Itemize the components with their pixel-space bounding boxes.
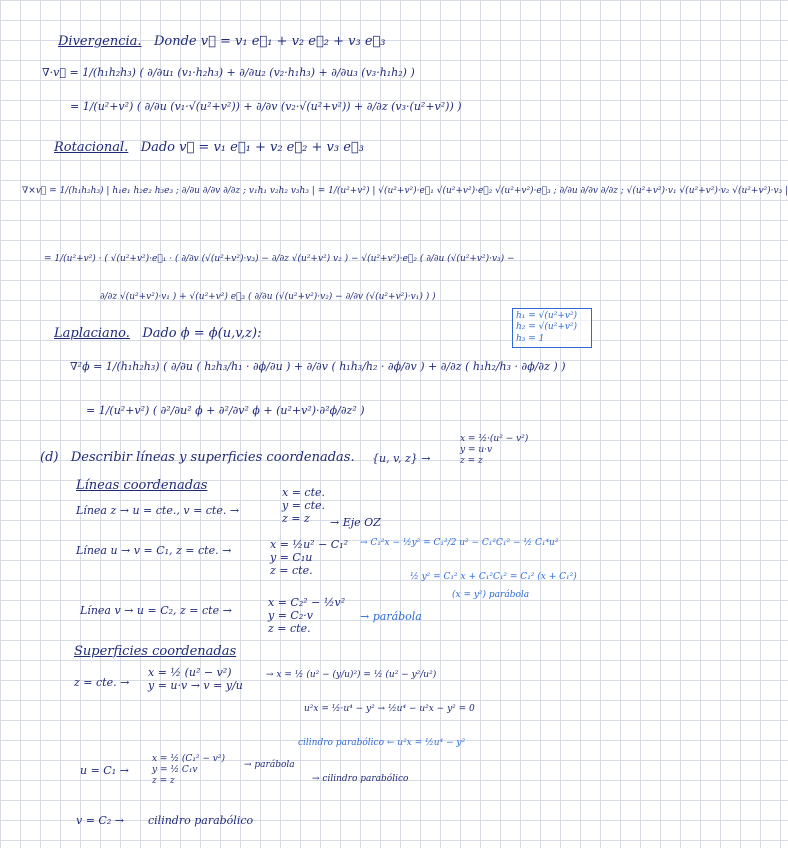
linea-v-label: Línea v → u = C₂, z = cte → [80,604,232,617]
linea-z-system [282,486,325,526]
linea-u-label: Línea u → v = C₁, z = cte. → [76,544,232,557]
part-d-system [460,434,528,466]
linea-v-eq-y: y = C₂·v [268,609,313,623]
laplaciano-line-2: = 1/(u²+v²) ( ∂²/∂u² ϕ + ∂²/∂v² ϕ + (u²+v²)·∂²ϕ/∂z² ) [86,404,365,417]
rotacional-line-1: ∇×v⃗ = 1/(h₁h₂h₃) | h₁e₁ h₂e₂ h₃e₃ ; ∂/∂u ∂/∂v ∂/∂z ; v₁h₁ v₂h₂ v₃h₃ | = 1/(u²+v²) | √(u²+v²)·e⃗₁ √(u²+v²)·e⃗₂ √(u²+v²)·e⃗₃ ; ∂/∂u ∂/∂v ∂/∂z ; √(u²+v²)·v₁ √(u²+v²)·v₂ √(u²+v²)·v₃ | [22,186,788,196]
linea-u-work-1: → C₁²x − ½y² = C₁²/2 u² − C₁²C₁² − ½ C₁⁴u² [360,538,559,548]
divergencia-line-1: ∇·v⃗ = 1/(h₁h₂h₃) ( ∂/∂u₁ (v₁·h₂h₃) + ∂/∂u₂ (v₂·h₁h₃) + ∂/∂u₃ (v₃·h₁h₂) ) [42,66,415,79]
superficie-z-eq-x: x = ½ (u² − v²) [148,666,232,679]
linea-v-eq-z: z = cte. [268,622,311,636]
superficie-z-work-1: → x = ½ (u² − (y/u)²) = ½ (u² − y²/u²) [266,670,437,680]
linea-v-result: → parábola [360,610,422,623]
scale-factor-h1: h₁ = √(u²+v²) [516,311,578,321]
superficie-u-label: u = C₁ → [80,764,129,777]
scale-factor-h3: h₃ = 1 [516,333,545,344]
part-d-eq-z: z = z [460,455,483,466]
divergencia-intro: Donde v⃗ = v₁ e⃗₁ + v₂ e⃗₂ + v₃ e⃗₃ [153,34,386,49]
linea-z-result: → Eje OZ [330,516,381,529]
divergencia-header [58,34,386,50]
superficie-v-result: cilindro parabólico [148,814,254,827]
linea-z-eq-z: z = z [282,512,310,526]
superficie-u-system [152,754,225,786]
rotacional-header [54,140,364,156]
superficie-z-label: z = cte. → [74,676,130,689]
part-d-title: Describir líneas y superficies coordenadas. [70,450,355,465]
linea-u-eq-x: x = ½u² − C₁² [270,538,349,551]
linea-v-system [268,596,345,636]
rotacional-line-3: ∂/∂z √(u²+v²)·v₁ ) + √(u²+v²) e⃗₃ ( ∂/∂u (√(u²+v²)·v₂) − ∂/∂v (√(u²+v²)·v₁) ) ) [100,292,436,302]
superficie-u-result: → parábola [244,760,295,770]
rotacional-line-2: = 1/(u²+v²) · ( √(u²+v²)·e⃗₁ · ( ∂/∂v (√(u²+v²)·v₃) − ∂/∂z √(u²+v²) v₂ ) − √(u²+v²)·e⃗₂ ( ∂/∂u (√(u²+v²)·v₃) − [44,254,515,264]
divergencia-title: Divergencia. [58,34,142,49]
superficie-u-eq-z: z = z [152,775,175,786]
linea-z-label: Línea z → u = cte., v = cte. → [76,504,240,517]
part-d-eq-y: y = u·v [460,444,493,455]
laplaciano-intro: Dado ϕ = ϕ(u,v,z): [142,326,262,341]
scale-factor-h2: h₂ = √(u²+v²) [516,322,578,333]
superficie-z-system [148,666,243,692]
lineas-title: Líneas coordenadas [76,478,208,493]
part-d-header [40,450,355,466]
superficies-title: Superficies coordenadas [74,644,237,659]
linea-u-eq-z: z = cte. [270,564,313,578]
laplaciano-title: Laplaciano. [54,326,130,341]
linea-u-work-3: (x = y²) parábola [452,590,530,600]
linea-u-eq-y: y = C₁u [270,551,313,565]
superficie-u-result-2: → cilindro parabólico [312,774,409,784]
linea-z-eq-y: y = cte. [282,499,326,513]
part-d-eq-x: x = ½·(u² − v²) [460,434,529,444]
superficie-u-eq-y: y = ½ C₁v [152,764,198,775]
scale-factors-box [512,308,592,348]
part-d-coords: {u, v, z} → [372,452,431,465]
linea-u-system [270,538,348,578]
laplaciano-header [54,326,261,342]
laplaciano-line-1: ∇²ϕ = 1/(h₁h₂h₃) ( ∂/∂u ( h₂h₃/h₁ · ∂ϕ/∂u ) + ∂/∂v ( h₁h₃/h₂ · ∂ϕ/∂v ) + ∂/∂z ( h₁h₂/h₃ · ∂ϕ/∂z ) ) [70,360,566,373]
superficie-z-eq-y: y = u·v → v = y/u [148,679,243,693]
superficie-z-work-2: u²x = ½·u⁴ − y² → ½u⁴ − u²x − y² = 0 [304,704,475,714]
superficie-z-work-3: cilindro parabólico ← u²x = ½u⁴ − y² [298,738,466,748]
superficie-v-label: v = C₂ → [76,814,124,827]
rotacional-intro: Dado v⃗ = v₁ e⃗₁ + v₂ e⃗₂ + v₃ e⃗₃ [140,140,364,155]
linea-u-work-2: ½ y² = C₁² x + C₁²C₁² = C₁² (x + C₁²) [410,572,577,582]
part-d-label: (d) [40,450,59,465]
divergencia-line-2: = 1/(u²+v²) ( ∂/∂u (v₁·√(u²+v²)) + ∂/∂v (v₂·√(u²+v²)) + ∂/∂z (v₃·(u²+v²)) ) [70,100,462,113]
linea-z-eq-x: x = cte. [282,486,326,499]
superficie-u-eq-x: x = ½ (C₁² − v²) [152,754,226,764]
rotacional-title: Rotacional. [54,140,129,155]
linea-v-eq-x: x = C₂² − ½v² [268,596,346,609]
